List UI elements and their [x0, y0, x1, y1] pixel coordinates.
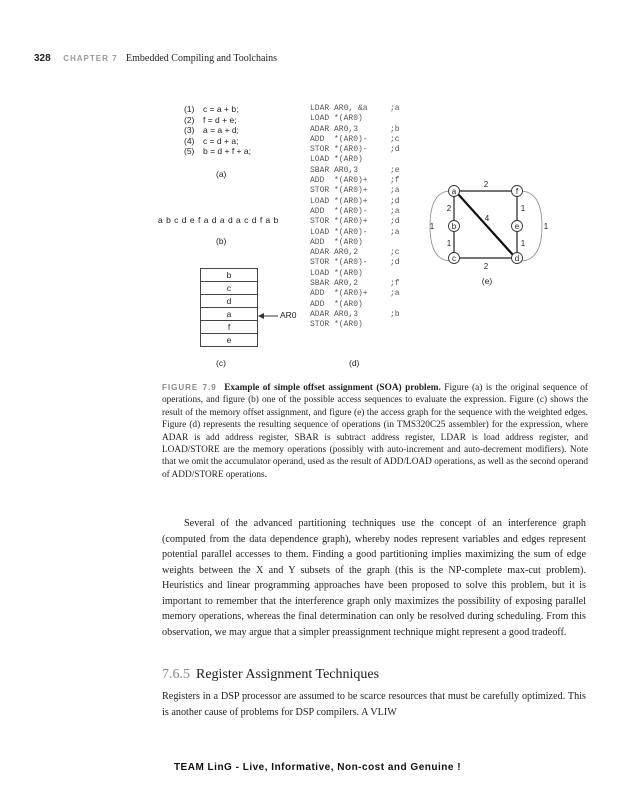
caption-body: Figure (a) is the original sequence of operations, and figure (b) one of the possible access sequences to evaluate the expression. Figure (c) shows the result of the memory offset assignment, and figure (e) the access graph for the sequence with the weighted edges. Figure (d) represents the resulting sequence of operations (in TMS320C25 assembler) for the expression, where ADAR is add address register, SBAR is subtract address register, LDAR is load address register, and LOAD/STORE are the memory operations (possibly with auto-increment and auto-decrement modifiers). Note that we omit the accumulator operand, used as the result of ADD/LOAD operations, as well as the second operand of ADD/STORE operations.	[162, 383, 588, 480]
body-paragraph-2: Registers in a DSP processor are assumed to be scarce resources that must be carefully optimized. This is another cause of problems for DSP compilers. A VLIW	[162, 691, 586, 718]
edge-f-d-arc	[520, 191, 542, 261]
access-graph	[425, 178, 555, 288]
asm-comment: ;f	[390, 176, 400, 186]
edge-weight: 2	[446, 204, 452, 213]
asm-comment: ;a	[390, 104, 400, 113]
footer-watermark: TEAM LinG - Live, Informative, Non-cost and Genuine !	[173, 762, 462, 773]
edge-weight: 4	[484, 214, 490, 223]
asm-line	[310, 228, 400, 238]
access-sequence: a b c d e f a d a d a c d f a b	[158, 215, 279, 225]
label-d: (d)	[349, 358, 360, 368]
asm-comment: ;a	[390, 206, 400, 216]
edge-weight: 2	[483, 180, 489, 189]
edge-weight: 2	[483, 262, 489, 271]
asm-instruction: LOAD *(AR0)	[310, 114, 363, 124]
memory-cell: f	[201, 321, 257, 334]
asm-instruction: STOR *(AR0)	[310, 320, 363, 330]
op-row: (2) f = d + e;	[184, 114, 237, 125]
asm-line	[310, 300, 400, 310]
figure-caption	[162, 382, 588, 481]
asm-instruction: ADD *(AR0)+	[310, 289, 368, 299]
asm-instruction: ADD *(AR0)-	[310, 134, 368, 144]
asm-comment: ;c	[390, 248, 400, 258]
op-row: (4) c = d + a;	[184, 135, 239, 146]
caption-title: Example of simple offset assignment (SOA) problem.	[224, 383, 441, 393]
ar0-label: AR0	[280, 310, 297, 320]
asm-line	[310, 104, 400, 114]
section-heading	[162, 667, 379, 683]
node-label: f	[515, 187, 519, 196]
asm-line	[310, 207, 400, 217]
asm-instruction: ADD *(AR0)	[310, 299, 363, 309]
node-label: d	[514, 254, 520, 263]
memory-cell: e	[201, 334, 257, 347]
label-b: (b)	[216, 236, 227, 246]
op-row: (1) c = a + b;	[184, 104, 239, 114]
asm-comment: ;b	[390, 309, 400, 319]
asm-line	[310, 238, 400, 248]
node-label: e	[514, 222, 520, 231]
edge-weight: 1	[520, 239, 526, 248]
ar0-arrow-icon	[258, 311, 278, 321]
asm-line	[310, 155, 400, 165]
edge-weight: 1	[429, 222, 435, 231]
asm-line	[310, 135, 400, 145]
asm-line	[310, 186, 400, 196]
asm-comment: ;e	[390, 165, 400, 175]
asm-comment: ;d	[390, 258, 400, 268]
asm-instruction: LOAD *(AR0)+	[310, 196, 368, 206]
page-number: 328	[34, 53, 51, 64]
section-title: Register Assignment Techniques	[196, 667, 380, 682]
asm-line	[310, 125, 400, 135]
memory-cell: a	[201, 308, 257, 321]
chapter-label: CHAPTER 7	[63, 54, 118, 63]
asm-line	[310, 310, 400, 320]
section-number: 7.6.5	[162, 667, 190, 682]
asm-instruction: LOAD *(AR0)	[310, 155, 363, 165]
asm-line	[310, 320, 400, 330]
memory-cell: b	[201, 269, 257, 282]
node-label: c	[452, 254, 456, 263]
label-a: (a)	[216, 169, 227, 179]
asm-comment: ;a	[390, 289, 400, 299]
edge-a-d	[458, 194, 513, 255]
operations-list	[184, 104, 251, 157]
asm-comment: ;d	[390, 145, 400, 155]
asm-instruction: SBAR AR0,3	[310, 165, 359, 175]
asm-instruction: ADD *(AR0)	[310, 237, 363, 247]
chapter-title: Embedded Compiling and Toolchains	[126, 53, 278, 64]
asm-instruction: ADD *(AR0)+	[310, 176, 368, 186]
asm-instruction: SBAR AR0,2	[310, 279, 359, 289]
asm-comment: ;c	[390, 134, 400, 144]
asm-line	[310, 197, 400, 207]
asm-comment: ;a	[390, 186, 400, 196]
page-header	[34, 53, 277, 64]
asm-instruction: STOR *(AR0)+	[310, 217, 368, 227]
asm-comment: ;b	[390, 124, 400, 134]
edge-weight: 1	[543, 222, 549, 231]
asm-instruction: ADAR AR0,3	[310, 309, 359, 319]
edge-weight: 1	[520, 204, 526, 213]
asm-line	[310, 258, 400, 268]
node-label: b	[451, 222, 457, 231]
assembly-code	[310, 104, 400, 331]
node-label: a	[451, 187, 457, 196]
asm-line	[310, 269, 400, 279]
asm-instruction: STOR *(AR0)+	[310, 186, 368, 196]
asm-line	[310, 289, 400, 299]
asm-instruction: STOR *(AR0)-	[310, 145, 368, 155]
asm-comment: ;f	[390, 279, 400, 289]
asm-instruction: ADAR AR0,2	[310, 248, 359, 258]
asm-comment: ;a	[390, 227, 400, 237]
label-e: (e)	[481, 276, 493, 286]
asm-line	[310, 217, 400, 227]
asm-comment: ;d	[390, 217, 400, 227]
asm-line	[310, 176, 400, 186]
asm-instruction: LDAR AR0, &a	[310, 104, 368, 113]
asm-line	[310, 145, 400, 155]
asm-line	[310, 114, 400, 124]
label-c: (c)	[216, 358, 226, 368]
asm-instruction: LOAD *(AR0)-	[310, 227, 368, 237]
asm-instruction: STOR *(AR0)-	[310, 258, 368, 268]
asm-instruction: ADAR AR0,3	[310, 124, 359, 134]
memory-cell: c	[201, 282, 257, 295]
asm-instruction: LOAD *(AR0)	[310, 268, 363, 278]
asm-instruction: ADD *(AR0)-	[310, 206, 368, 216]
asm-line	[310, 248, 400, 258]
figure-number: FIGURE 7.9	[162, 383, 217, 392]
op-row: (3) a = a + d;	[184, 125, 239, 136]
op-row: (5) b = d + f + a;	[184, 146, 251, 157]
asm-comment: ;d	[390, 196, 400, 206]
asm-line	[310, 279, 400, 289]
body-paragraph: Several of the advanced partitioning techniques use the concept of an interference graph (computed from the data dependence graph), whereby nodes represent variables and edges represent potential parallel accesses to them. Finding a good partitioning implies maximizing the sum of edge weights between the X and Y subsets of the graph (this is the NP-complete max-cut problem). Heuristics and linear programming approaches have been proposed to solve this problem, but it is important to remember that the interference graph only maximizes the possibility of exposing parallel memory operations, whereas the final determination can only be resolved during scheduling. From this observation, we may argue that a simpler preassignment technique might represent a good tradeoff.	[162, 518, 586, 638]
edge-weight: 1	[446, 239, 452, 248]
memory-cell: d	[201, 295, 257, 308]
asm-line	[310, 166, 400, 176]
memory-layout	[200, 268, 258, 347]
